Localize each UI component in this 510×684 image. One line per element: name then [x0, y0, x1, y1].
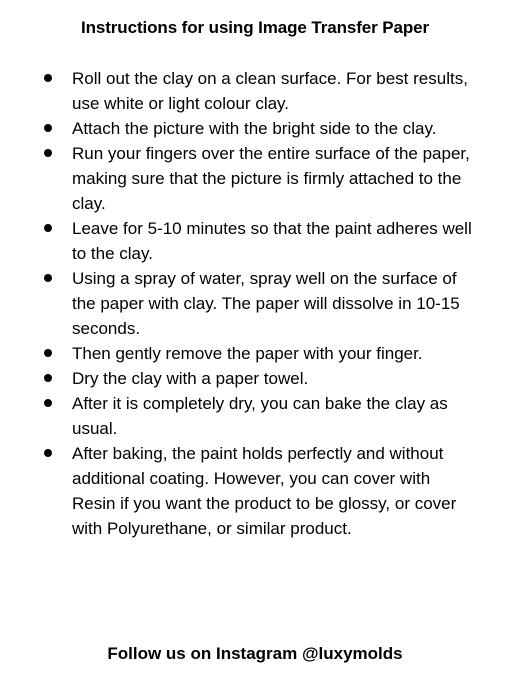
list-item [0, 116, 510, 141]
bullet-icon [44, 149, 52, 157]
bullet-icon [44, 274, 52, 282]
step-text: Attach the picture with the bright side to the clay. [72, 119, 437, 138]
step-text: Roll out the clay on a clean surface. For best results, use white or light colour clay. [72, 69, 468, 113]
list-item [0, 366, 510, 391]
list-item [0, 341, 510, 366]
list-item [0, 216, 510, 266]
bullet-icon [44, 374, 52, 382]
step-text: After it is completely dry, you can bake the clay as usual. [72, 394, 448, 438]
step-text: Run your fingers over the entire surface of the paper, making sure that the picture is firmly attached to the clay. [72, 144, 470, 213]
step-text: After baking, the paint holds perfectly and without additional coating. However, you can cover with Resin if you want the product to be glossy, or cover with Polyurethane, or similar product. [72, 444, 457, 538]
bullet-icon [44, 224, 52, 232]
bullet-icon [44, 74, 52, 82]
list-item [0, 441, 510, 541]
bullet-icon [44, 399, 52, 407]
instagram-footer: Follow us on Instagram @luxymolds [107, 644, 403, 663]
list-item [0, 66, 510, 116]
step-text: Using a spray of water, spray well on the surface of the paper with clay. The paper will dissolve in 10-15 seconds. [72, 269, 460, 338]
instruction-list [0, 66, 510, 541]
step-text: Leave for 5-10 minutes so that the paint adheres well to the clay. [72, 219, 472, 263]
bullet-icon [44, 349, 52, 357]
list-item [0, 391, 510, 441]
list-item [0, 141, 510, 216]
step-text: Dry the clay with a paper towel. [72, 369, 309, 388]
step-text: Then gently remove the paper with your finger. [72, 344, 423, 363]
page-title: Instructions for using Image Transfer Paper [80, 18, 430, 37]
list-item [0, 266, 510, 341]
bullet-icon [44, 449, 52, 457]
bullet-icon [44, 124, 52, 132]
